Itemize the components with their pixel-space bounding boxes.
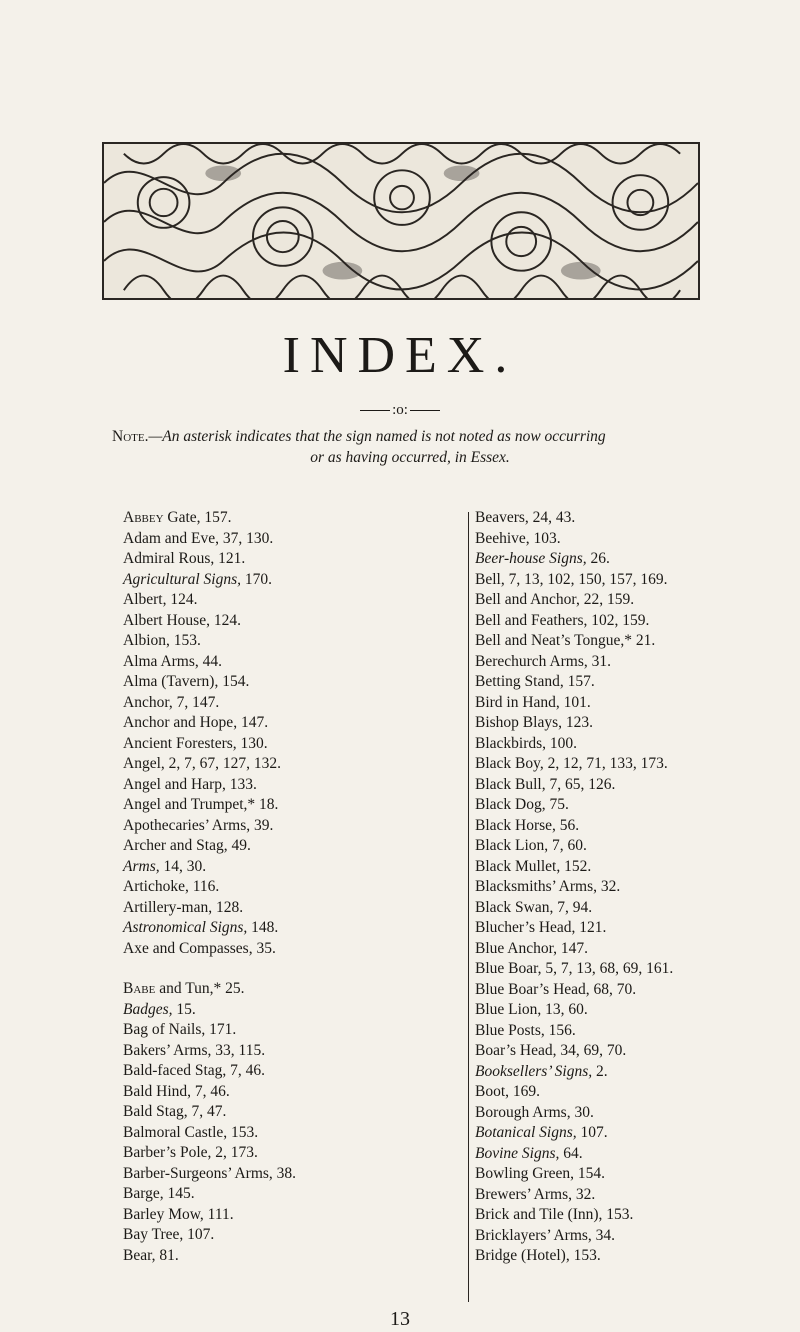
index-entry: Barley Mow, 111. <box>123 1205 234 1223</box>
index-entry: Black Bull, 7, 65, 126. <box>475 775 616 793</box>
decorative-header-ornament <box>102 142 700 300</box>
index-entry: Berechurch Arms, 31. <box>475 652 612 670</box>
index-column-right <box>475 508 795 1267</box>
index-entry: Admiral Rous, 121. <box>123 550 246 567</box>
index-entry: Brewers’ Arms, 32. <box>475 1185 596 1203</box>
index-entry <box>475 549 795 570</box>
index-entry: Blue Boar’s Head, 68, 70. <box>475 980 637 998</box>
note-text-line2: or as having occurred, in Essex. <box>310 449 510 466</box>
index-entry: Bear, 81. <box>123 1246 179 1264</box>
index-entry-heading: Babe <box>123 980 156 997</box>
index-entry: Alma (Tavern), 154. <box>123 673 250 690</box>
divider-line-right <box>410 410 440 411</box>
index-entry-heading: Botanical Signs, <box>475 1124 577 1141</box>
index-entry: Bell and Feathers, 102, 159. <box>475 611 650 629</box>
index-entry: Barber’s Pole, 2, 173. <box>123 1144 258 1161</box>
column-divider-rule <box>468 512 469 1302</box>
index-entry: Artillery-man, 128. <box>123 898 244 916</box>
ornament-scroll-icon <box>104 144 698 298</box>
index-entry-pages: Gate, 157. <box>163 509 232 526</box>
index-entry: Bridge (Hotel), 153. <box>475 1247 601 1264</box>
index-entry <box>123 508 463 529</box>
index-entry: Beehive, 103. <box>475 529 561 547</box>
index-entry: Bay Tree, 107. <box>123 1226 215 1243</box>
index-entry: Albion, 153. <box>123 632 201 649</box>
index-entry: Black Swan, 7, 94. <box>475 898 593 916</box>
index-entry <box>475 1062 795 1083</box>
index-entry: Bald-faced Stag, 7, 46. <box>123 1062 266 1079</box>
index-entry: Bakers’ Arms, 33, 115. <box>123 1041 266 1059</box>
index-entry: Blue Boar, 5, 7, 13, 68, 69, 161. <box>475 960 674 977</box>
index-entry: Anchor and Hope, 147. <box>123 714 269 731</box>
page-title: INDEX. <box>282 327 518 384</box>
index-entry-pages: 26. <box>586 550 610 567</box>
index-entry <box>475 1123 795 1144</box>
index-entry <box>123 979 463 1000</box>
page-number: 13 <box>390 1308 410 1330</box>
divider-mark: :o: <box>392 402 408 418</box>
index-entry: Blue Anchor, 147. <box>475 939 589 957</box>
index-entry-heading: Badges, <box>123 1000 173 1018</box>
index-entry-pages: 15. <box>172 1000 196 1018</box>
index-entry-pages: 14, 30. <box>159 857 207 875</box>
index-entry <box>123 857 463 878</box>
index-entry <box>475 1144 795 1165</box>
index-entry: Bird in Hand, 101. <box>475 693 591 711</box>
index-entry: Boot, 169. <box>475 1083 541 1100</box>
index-entry-pages: and Tun,* 25. <box>155 980 245 997</box>
index-entry <box>123 1000 463 1021</box>
index-entry: Bag of Nails, 171. <box>123 1021 237 1038</box>
title-divider <box>0 402 800 419</box>
index-entry: Blacksmiths’ Arms, 32. <box>475 878 621 895</box>
index-entry-pages: 170. <box>240 570 272 588</box>
index-entry: Blackbirds, 100. <box>475 734 578 752</box>
index-entry: Boar’s Head, 34, 69, 70. <box>475 1042 627 1059</box>
index-entry: Bricklayers’ Arms, 34. <box>475 1226 616 1244</box>
index-entry: Bowling Green, 154. <box>475 1165 606 1182</box>
index-entry: Apothecaries’ Arms, 39. <box>123 816 274 834</box>
index-entry: Blue Posts, 156. <box>475 1021 576 1039</box>
index-entry-heading: Beer-house Signs, <box>475 550 587 567</box>
index-entry-pages: 64. <box>559 1144 583 1162</box>
index-entry: Brick and Tile (Inn), 153. <box>475 1206 634 1223</box>
index-entry-heading: Bovine Signs, <box>475 1144 560 1162</box>
index-entry-heading: Astronomical Signs, <box>123 919 248 936</box>
index-entry: Betting Stand, 157. <box>475 673 595 690</box>
index-entry: Angel and Trumpet,* 18. <box>123 796 279 813</box>
index-entry: Axe and Compasses, 35. <box>123 939 276 957</box>
index-entry-heading: Abbey <box>123 509 164 526</box>
index-entry: Angel, 2, 7, 67, 127, 132. <box>123 755 282 772</box>
index-entry: Alma Arms, 44. <box>123 652 223 670</box>
index-entry: Bell and Neat’s Tongue,* 21. <box>475 632 656 649</box>
index-column-left <box>123 508 463 1266</box>
index-entry: Barge, 145. <box>123 1185 195 1202</box>
index-entry: Balmoral Castle, 153. <box>123 1123 259 1141</box>
index-entry: Black Horse, 56. <box>475 816 580 834</box>
index-entry-heading: Booksellers’ Signs, <box>475 1062 593 1080</box>
index-entry-pages: 2. <box>592 1062 608 1080</box>
index-entry: Bell and Anchor, 22, 159. <box>475 591 635 608</box>
index-entry: Bald Stag, 7, 47. <box>123 1103 227 1120</box>
index-entry <box>123 918 463 939</box>
index-entry-heading: Agricultural Signs, <box>123 570 241 588</box>
index-entry: Adam and Eve, 37, 130. <box>123 529 274 547</box>
index-entry: Barber-Surgeons’ Arms, 38. <box>123 1164 297 1182</box>
index-entry: Borough Arms, 30. <box>475 1103 594 1121</box>
index-entry: Bishop Blays, 123. <box>475 714 593 731</box>
divider-line-left <box>360 410 390 411</box>
index-entry: Anchor, 7, 147. <box>123 693 220 711</box>
index-entry: Bald Hind, 7, 46. <box>123 1082 230 1100</box>
index-entry: Bell, 7, 13, 102, 150, 157, 169. <box>475 570 668 588</box>
index-entry: Beavers, 24, 43. <box>475 509 576 526</box>
index-entry-pages: 148. <box>247 919 279 936</box>
note-lead: Note. <box>112 428 149 445</box>
index-entry: Blucher’s Head, 121. <box>475 919 607 936</box>
index-entry <box>123 570 463 591</box>
note-text-line1: —An asterisk indicates that the sign named is not noted as now occurring <box>148 428 606 445</box>
index-entry: Black Mullet, 152. <box>475 857 592 875</box>
index-entry: Archer and Stag, 49. <box>123 837 251 854</box>
index-note <box>112 426 708 468</box>
index-entry: Blue Lion, 13, 60. <box>475 1001 588 1018</box>
index-entry-heading: Arms, <box>123 857 160 875</box>
index-entry: Angel and Harp, 133. <box>123 775 257 793</box>
index-entry: Black Boy, 2, 12, 71, 133, 173. <box>475 755 668 772</box>
index-entry: Albert, 124. <box>123 591 198 608</box>
index-entry: Albert House, 124. <box>123 611 241 629</box>
index-entry: Black Lion, 7, 60. <box>475 837 587 854</box>
index-entry: Artichoke, 116. <box>123 878 220 895</box>
index-entry: Ancient Foresters, 130. <box>123 734 268 752</box>
index-entry-pages: 107. <box>576 1124 608 1141</box>
index-entry: Black Dog, 75. <box>475 796 569 813</box>
